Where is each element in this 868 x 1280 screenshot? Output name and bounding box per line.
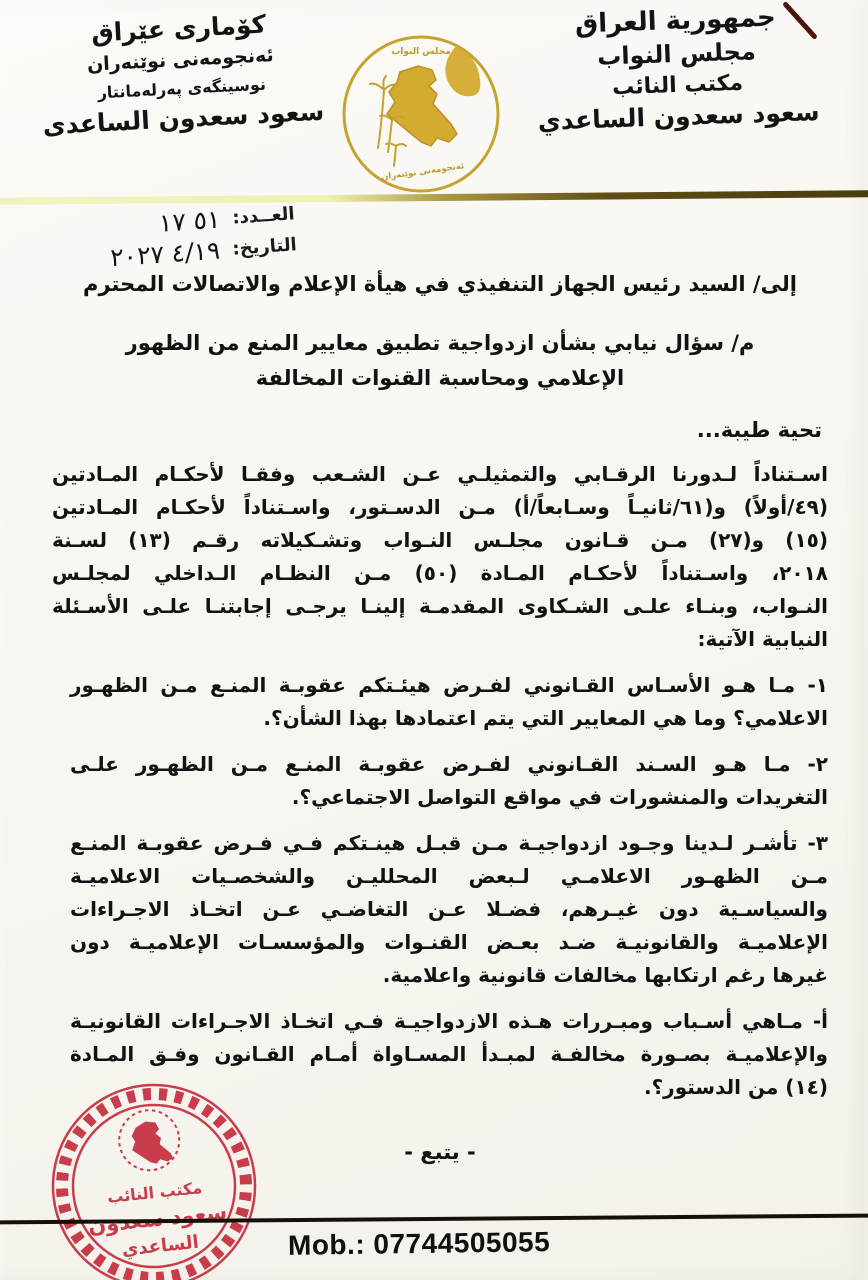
legal-basis-paragraph (52, 458, 828, 656)
kurdish-mp-name: سعود سعدون الساعدی (41, 96, 325, 141)
letterhead (0, 0, 868, 200)
text-line: الإعلاميـة والقانونيـة ضـد بعـض القنـوات والمؤسسـات الإعلاميـة دون (70, 930, 828, 954)
to-be-continued-line: - يتبع - (404, 1140, 476, 1164)
arabic-parliament-line: مجلس النواب (596, 37, 757, 71)
text-line: (١٥) و(٢٧) مـن قـانون مجلـس النـواب وتشـكيلاته رقـم (١٣) لسـنة (52, 528, 828, 552)
text-line: التغريدات والمنشورات في مواقع التواصل الاجتماعي؟. (291, 785, 828, 809)
text-line: (١٤) من الدستور؟. (643, 1075, 828, 1099)
question-2 (52, 748, 828, 814)
kurdish-office-line: نوسینگەی پەرلەمانتار (97, 74, 267, 103)
emblem-top-text: مجلس النواب (391, 47, 451, 57)
date-label: التاريخ: (231, 234, 298, 260)
date-value-handwritten: ٢٠٢٧ ٤/١٩ (110, 235, 221, 273)
text-line: والإعلاميـة بصـورة مخالفـة لمبـدأ المسـاواة أمـام القـانون وفـق المـادة (70, 1042, 828, 1066)
number-label: العــدد: (231, 203, 296, 229)
text-line: ٢٠١٨، واسـتناداً لأحكـام المـادة (٥٠) مـن النظـام الـداخلي لمجلـس (52, 561, 828, 585)
stamp-office-line: مكتب النائب (106, 1178, 204, 1207)
question-3 (52, 827, 828, 992)
text-line: ٢- مـا هـو السـند القـانوني لفـرض عقوبـة المنـع مـن الظهـور علـى (70, 752, 828, 776)
text-line: ٣- تأشـر لـدينا وجـود ازدواجيـة مـن قبـل هينـتكم فـي فـرض عقوبـة المنـع (70, 831, 828, 855)
arabic-mp-name: سعود سعدون الساعدي (537, 97, 821, 136)
reference-block (44, 199, 298, 278)
subject-block (52, 326, 828, 396)
parliament-emblem-icon (338, 28, 504, 200)
text-line: غيرها رغم ارتكابها مخالفات قانونية واعلامية. (382, 963, 828, 987)
letterhead-arabic (510, 0, 844, 136)
text-line: الاعلامي؟ وما هي المعايير التي يتم اعتمادها بهذا الشأن؟. (263, 706, 828, 730)
text-line: النيابية الآتية: (697, 627, 828, 651)
office-stamp-icon (33, 1065, 275, 1280)
emblem-bottom-text: ئەنجومەنی نوێنەران (380, 161, 465, 183)
mobile-number: Mob.: 07744505055 (287, 1226, 551, 1261)
text-line: (٤٩/أولاً) و(٦١/ثانيـاً وسـابعاً/أ) مـن الدسـتور، واسـتناداً لأحكـام المـادتين (52, 495, 828, 519)
stamp-surname-line: الساعدي (120, 1231, 200, 1261)
text-line: اسـتناداً لـدورنا الرقـابي والتمثيلـي عـن الشـعب وفقـا لأحكـام المـادتين (52, 462, 828, 486)
number-value-handwritten: ١٧ ٥١ (158, 204, 221, 238)
arabic-republic-line: جمهورية العراق (574, 2, 777, 40)
text-line: ١- مـا هـو الأسـاس القـانوني لفـرض هيئـتكم عقوبـة المنـع مـن الظهـور (70, 673, 828, 697)
subject-line-2: الإعلامي ومحاسبة القنوات المخالفة (255, 366, 625, 390)
text-line: مـن الظهـور الاعلامـي لـبعض المحلليـن والشخصـيات الاعلاميـة (70, 864, 828, 888)
kurdish-parliament-line: ئەنجومەنی نوێنەران (86, 44, 275, 76)
subject-line-1: م/ سؤال نيابي بشأن ازدواجية تطبيق معايير المنع من الظهور (125, 331, 755, 355)
text-line: أ- مـاهي أسـباب ومبـررات هـذه الازدواجيـة فـي اتخـاذ الاجـراءات القانونيـة (70, 1009, 828, 1033)
greeting-line: تحية طيبة... (696, 418, 822, 442)
kurdish-republic-line: کۆماری عێراق (90, 9, 267, 48)
text-line: والسياسـية دون غيـرهم، فضـلا عـن التغاضـي عـن اتخـاذ الاجـراءات (70, 897, 828, 921)
question-1 (52, 669, 828, 735)
text-line: النـواب، وبنـاء علـى الشـكاوى المقدمـة إلينـا يرجـى إجابتنـا علـى الأسـئلة (52, 594, 828, 618)
arabic-office-line: مكتب النائب (611, 70, 744, 101)
letterhead-kurdish (23, 6, 339, 141)
addressee-line: إلى/ السيد رئيس الجهاز التنفيذي في هيأة الإعلام والاتصالات المحترم (83, 272, 797, 296)
letter-body (52, 272, 828, 1164)
